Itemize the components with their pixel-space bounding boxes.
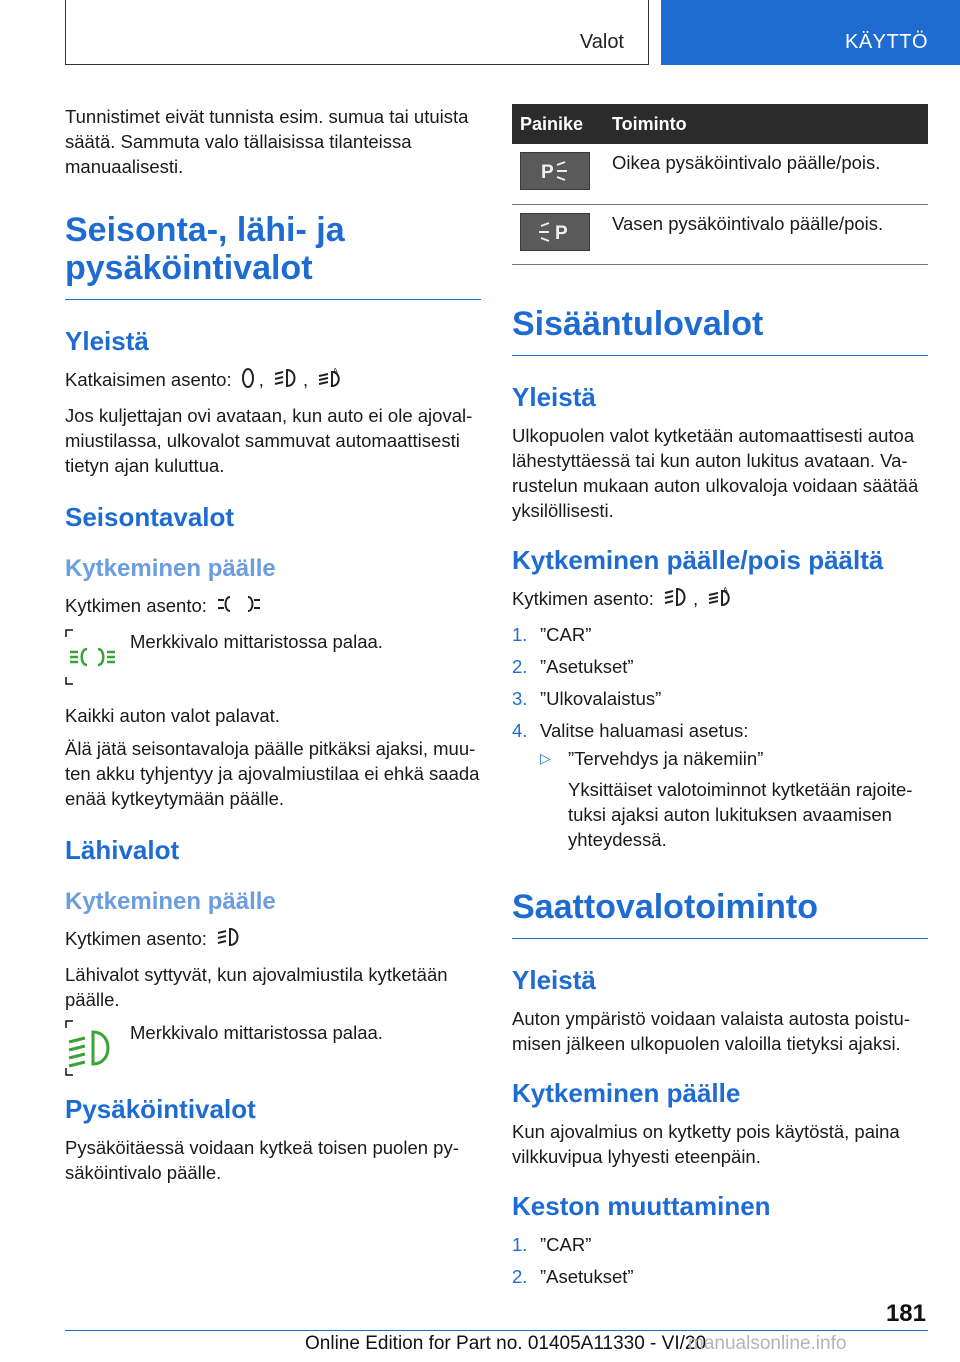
general-heading: Yleistä [512, 381, 596, 412]
svg-text:A: A [333, 368, 338, 376]
table-header-button: Painike [512, 104, 604, 144]
section-heading-lights: Seisonta-, lähi- ja pysäköintivalot [65, 211, 481, 300]
low-beam-icon [216, 926, 242, 954]
parking-indicator-notice [65, 629, 481, 685]
list-item: 3. ”Ulkovalaistus” [512, 687, 662, 709]
chapter-title: KÄYTTÖ [844, 31, 928, 53]
low-beam-text: Lähivalot syttyvät, kun ajovalmiustila kytketään päälle. [65, 964, 448, 1011]
switch-on-off-heading: Kytkeminen päälle/pois päältä [512, 544, 884, 575]
section-heading-follow-me-home: Saattovalotoiminto [512, 888, 928, 939]
general-text: Ulkopuolen valot kytketään automaattisesti autoa lähestyttäessä tai kun auton lukitus avataan. Va-rustelun mukaan auton ulkovaloja voidaan säätää yksilöllisesti. [512, 424, 919, 521]
low-beam-switch-position: Kytkimen asento: [65, 926, 481, 954]
auto-light-icon [317, 367, 343, 395]
switch-on-heading: Kytkeminen päälle [512, 1077, 741, 1108]
list-item: 1. ”CAR” [512, 1233, 592, 1255]
low-beam-indicator-icon [65, 1020, 120, 1076]
parking-switch-on-heading: Kytkeminen päälle [65, 555, 276, 583]
header-section-box [65, 0, 649, 65]
parking-light-icon [216, 593, 262, 621]
parking-light-right-icon [520, 152, 590, 190]
list-item: 4. Valitse haluamasi asetus: ▷ ”Tervehdys ja näkemiin” Yksittäiset valotoiminnot kytketään rajoite-tuksi ajaksi auton lukituksen avaamisen yhteydessä. [512, 718, 928, 852]
parking-text-2: Älä jätä seisontavaloja päälle pitkäksi ajaksi, muu-ten akku tyhjentyy ja ajovalmiustilaa ei ehkä saada enää kytkeytymään päälle. [65, 738, 480, 810]
section-heading-entry-lights: Sisääntulovalot [512, 305, 928, 356]
low-beam-switch-on-heading: Kytkeminen päälle [65, 888, 276, 916]
parking-light-text: Pysäköitäessä voidaan kytkeä toisen puolen py-säköintivalo päälle. [65, 1137, 459, 1184]
left-column [65, 104, 481, 1193]
low-beam-indicator-notice [65, 1020, 481, 1076]
intro-text: Tunnistimet eivät tunnista esim. sumua tai utuista säätä. Sammuta valo tällaisissa tilanteissa manuaalisesti. [65, 106, 469, 177]
sub-list-item: ▷ ”Tervehdys ja näkemiin” Yksittäiset valotoiminnot kytketään rajoite-tuksi ajaksi auton lukituksen avaamisen yhteydessä. [540, 747, 913, 850]
table-row [512, 204, 928, 264]
switch-positions: Katkaisimen asento: , , A [65, 367, 481, 395]
general-text: Auton ympäristö voidaan valaista autosta poistu-misen jälkeen ulkopuolen valoilla tietyksi ajaksi. [512, 1007, 910, 1054]
parking-text-1: Kaikki auton valot palavat. [65, 705, 280, 727]
low-beam-heading: Lähivalot [65, 835, 180, 866]
svg-text:A: A [723, 586, 728, 594]
svg-text:P: P [555, 222, 568, 244]
low-beam-icon [663, 586, 689, 614]
edition-text: Online Edition for Part no. 01405A11330 - VI/20 [305, 1333, 707, 1354]
low-beam-indicator-text: Merkkivalo mittaristossa palaa. [130, 1022, 383, 1044]
chapter-tab [661, 0, 960, 65]
table-cell-function: Vasen pysäköintivalo päälle/pois. [604, 204, 928, 264]
position-zero-icon [241, 367, 255, 395]
table-row [512, 144, 928, 204]
settings-steps [512, 622, 928, 852]
switch-positions: Kytkimen asento: , A [512, 586, 928, 614]
list-item: 2. ”Asetukset” [512, 1265, 634, 1287]
switch-on-text: Kun ajovalmius on kytketty pois käytöstä, paina vilkkuvipua lyhyesti eteenpäin. [512, 1120, 900, 1167]
parking-indicator-text: Merkkivalo mittaristossa palaa. [130, 631, 383, 653]
auto-light-icon [707, 586, 733, 614]
footer-divider [65, 1330, 928, 1331]
watermark: manualsonline.info [688, 1333, 847, 1354]
section-title: Valot [579, 31, 624, 53]
table-header-function: Toiminto [604, 104, 928, 144]
right-column [512, 104, 928, 1296]
svg-text:P: P [541, 162, 554, 183]
table-cell-function: Oikea pysäköintivalo päälle/pois. [604, 144, 928, 204]
general-heading: Yleistä [512, 964, 596, 995]
general-heading: Yleistä [65, 326, 149, 356]
triangle-bullet-icon: ▷ [540, 749, 551, 766]
button-function-table [512, 104, 928, 265]
duration-steps [512, 1232, 928, 1289]
parking-light-left-icon [520, 213, 590, 251]
parking-switch-position: Kytkimen asento: [65, 593, 481, 621]
list-item: 2. ”Asetukset” [512, 655, 634, 677]
parking-indicator-icon [65, 629, 120, 685]
list-item: 1. ”CAR” [512, 623, 592, 645]
parking-lights-heading: Seisontavalot [65, 502, 235, 533]
parking-light-heading: Pysäköintivalot [65, 1094, 256, 1125]
page-number: 181 [885, 1300, 926, 1327]
low-beam-icon [273, 367, 299, 395]
general-text: Jos kuljettajan ovi avataan, kun auto ei ole ajoval-miustilassa, ulkovalot sammuvat automaattisesti tietyn ajan kuluttua. [65, 405, 473, 477]
change-duration-heading: Keston muuttaminen [512, 1190, 771, 1221]
